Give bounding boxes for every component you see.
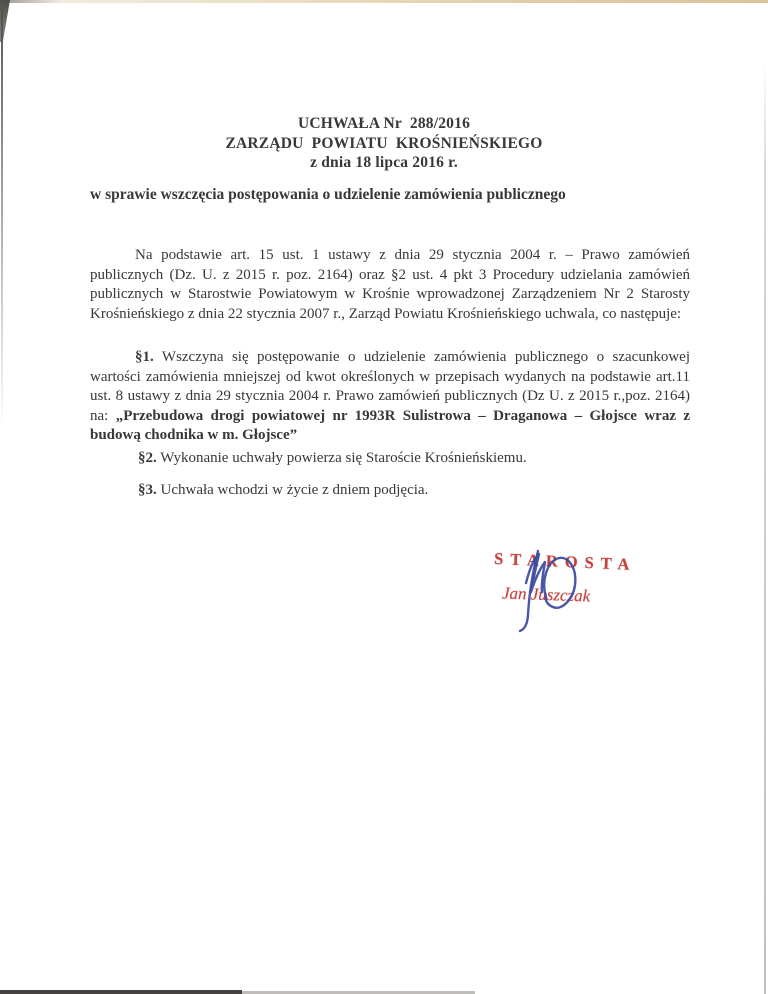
- scan-artifact-left-edge: [1, 0, 3, 430]
- scan-artifact-right-edge: [764, 60, 766, 994]
- section-1-label: §1.: [135, 349, 154, 365]
- scan-artifact-top-edge: [0, 0, 768, 3]
- section-3-paragraph: [90, 481, 690, 501]
- section-2-paragraph: [90, 449, 690, 469]
- signature-block: [480, 545, 670, 645]
- section-1-order-title: „Przebudowa drogi powiatowej nr 1993R Sulistrowa – Draganowa – Głojsce wraz z budową chodnika w m. Głojsce”: [90, 407, 690, 443]
- section-2-text: Wykonanie uchwały powierza się Staroście Krośnieńskiemu.: [156, 450, 527, 466]
- scan-artifact-bottom-edge-dark: [0, 990, 242, 994]
- stamp-starosta-title: STAROSTA: [493, 548, 637, 575]
- document-header: [0, 114, 768, 173]
- handwritten-signature-ink: [505, 545, 595, 637]
- section-2-label: §2.: [138, 450, 157, 466]
- document-subject-line: w sprawie wszczęcia postępowania o udzielenie zamówienia publicznego: [90, 186, 566, 203]
- document-title-issuer: ZARZĄDU POWIATU KROŚNIEŃSKIEGO: [225, 134, 543, 152]
- document-title-number: UCHWAŁA Nr 288/2016: [297, 115, 471, 132]
- section-3-label: §3.: [138, 482, 157, 498]
- section-1-text: Wszczyna się postępowanie o udzielenie zamówienia publicznego o szacunkowej wartości zamówienia mniejszej od kwot określonych w przepisach wydanych na podstawie art.11 ust. 8 ustawy z dnia 29 stycznia 2004 r. Prawo zamówień publicznych (Dz U. z 2015 r.,poz. 2164) na:: [90, 349, 690, 424]
- document-title-date: z dnia 18 lipca 2016 r.: [310, 154, 458, 171]
- section-3-text: Uchwała wchodzi w życie z dniem podjęcia.: [156, 482, 429, 498]
- preamble-paragraph: Na podstawie art. 15 ust. 1 ustawy z dnia 29 stycznia 2004 r. – Prawo zamówień publicznych (Dz. U. z 2015 r. poz. 2164) oraz §2 ust. 4 pkt 3 Procedury udzielania zamówień publicznych w Starostwie Powiatowym w Krośnie wprowadzonej Zarządzeniem Nr 2 Starosty Krośnieńskiego z dnia 22 stycznia 2007 r., Zarząd Powiatu Krośnieńskiego uchwala, co następuje:: [90, 247, 690, 322]
- stamp-signer-name: Jan Juszczak: [501, 583, 591, 606]
- section-1-paragraph: [90, 348, 690, 446]
